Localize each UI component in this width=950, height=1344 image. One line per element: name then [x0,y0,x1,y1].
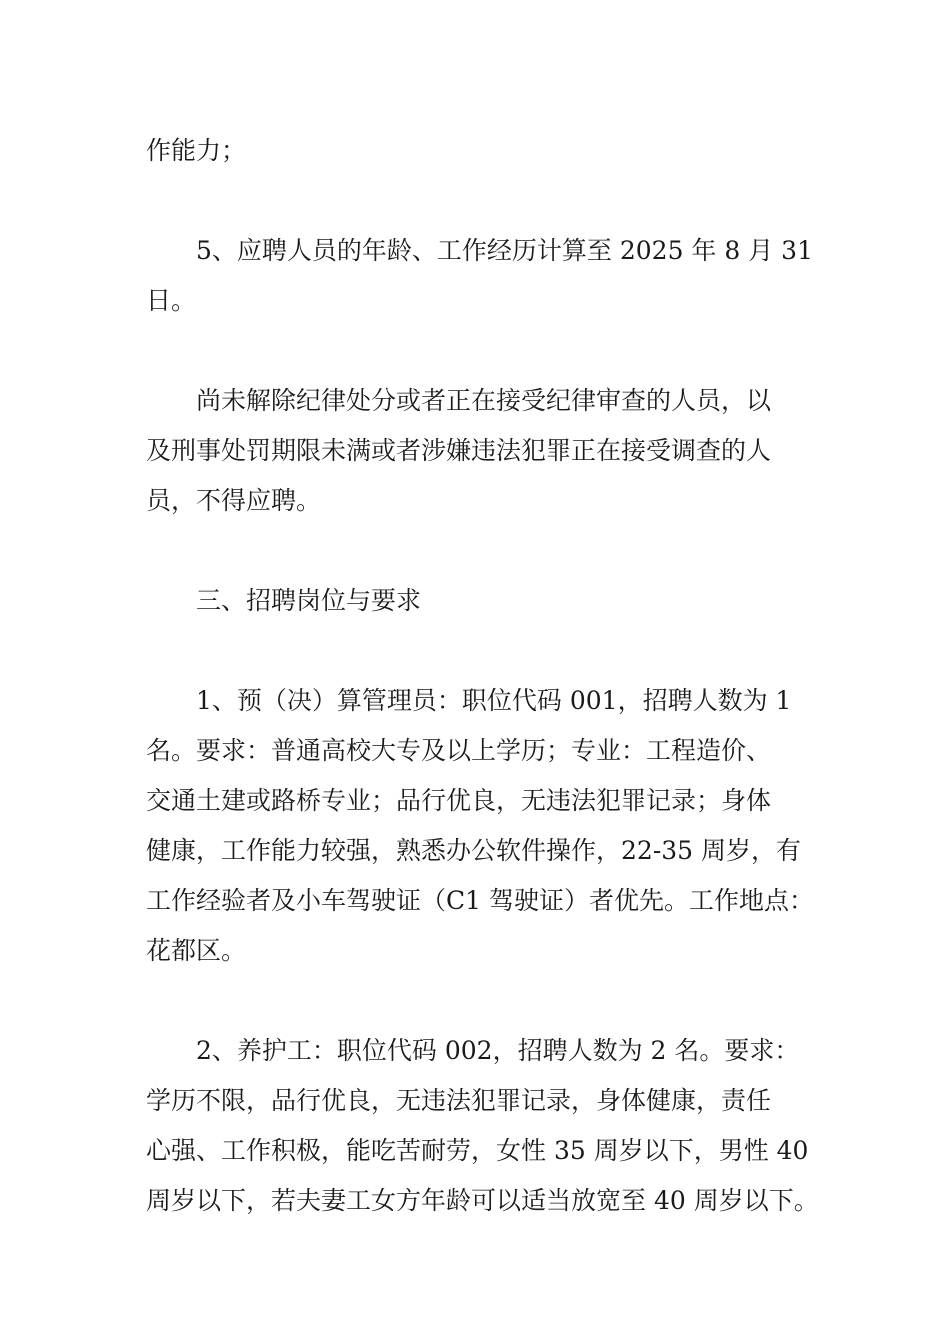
paragraph-work-ability [146,126,822,176]
text-line: 日。 [146,286,197,315]
text-line: 作能力； [146,136,247,165]
text-line: 及刑事处罚期限未满或者涉嫌违法犯罪正在接受调查的人 [146,436,772,465]
text-line: 心强、工作积极，能吃苦耐劳，女性 35 周岁以下，男性 40 [146,1136,809,1165]
paragraph-disqualification [146,376,822,526]
paragraph-position-002 [146,1026,822,1226]
text-line: 尚未解除纪律处分或者正在接受纪律审查的人员，以 [196,386,772,415]
text-line: 花都区。 [146,936,247,965]
text-line: 1、预（决）算管理员：职位代码 001，招聘人数为 1 [196,686,792,715]
text-line: 交通土建或路桥专业；品行优良，无违法犯罪记录；身体 [146,786,772,815]
text-line: 员，不得应聘。 [146,486,322,515]
paragraph-age-calculation [146,226,822,326]
text-line: 5、应聘人员的年龄、工作经历计算至 2025 年 8 月 31 [196,236,813,265]
text-line: 学历不限，品行优良，无违法犯罪记录，身体健康，责任 [146,1086,772,1115]
text-line: 2、养护工：职位代码 002，招聘人数为 2 名。要求： [196,1036,800,1065]
text-line: 周岁以下，若夫妻工女方年龄可以适当放宽至 40 周岁以下。 [146,1186,819,1215]
document-body [146,126,822,1276]
paragraph-position-001 [146,676,822,976]
section-heading-positions [146,576,822,626]
text-line: 名。要求：普通高校大专及以上学历；专业：工程造价、 [146,736,772,765]
text-line: 三、招聘岗位与要求 [196,586,422,615]
text-line: 工作经验者及小车驾驶证（C1 驾驶证）者优先。工作地点： [146,886,814,915]
text-line: 健康，工作能力较强，熟悉办公软件操作，22-35 周岁，有 [146,836,802,865]
